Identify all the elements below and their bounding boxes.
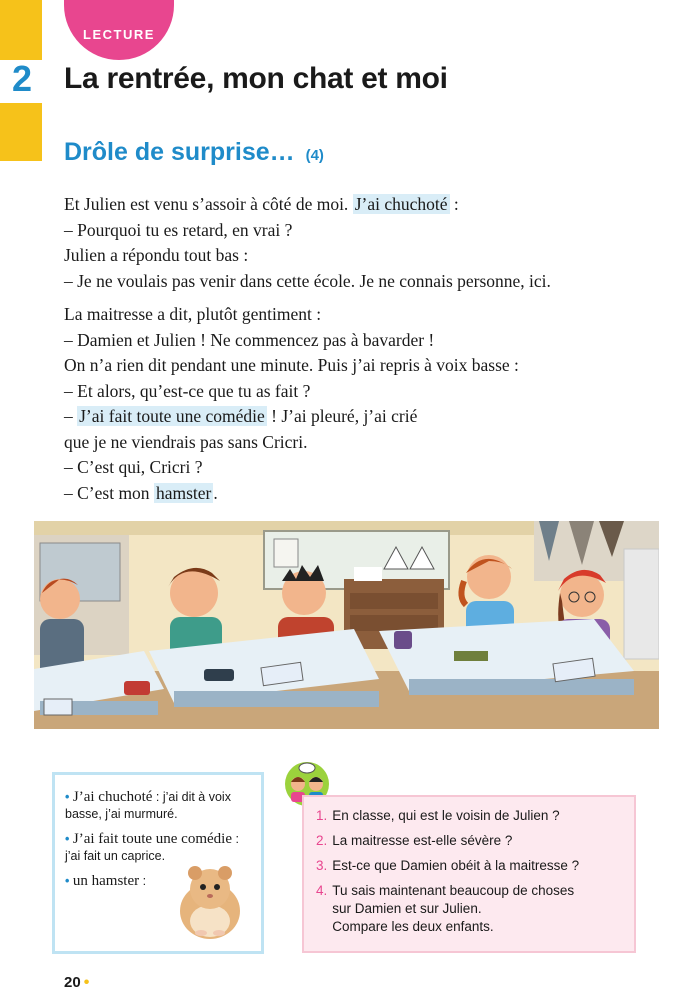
vocab-term: J’ai fait toute une comédie: [72, 831, 232, 847]
vocab-definition: :: [139, 874, 147, 888]
section-title-text: Drôle de surprise…: [64, 138, 295, 166]
section-part: (4): [305, 147, 324, 164]
vocabulary-box: [52, 772, 264, 954]
story-text-segment: :: [449, 194, 459, 214]
question-text: Tu sais maintenant beaucoup de choses sur Damien et sur Julien. Compare les deux enfants.: [332, 883, 575, 934]
story-line: [64, 192, 654, 218]
story-line: [64, 269, 654, 295]
section-title: [64, 138, 324, 167]
vocab-term: J’ai chuchoté: [72, 789, 153, 805]
question-text: Est-ce que Damien obéit à la maitresse ?: [332, 858, 580, 873]
story-text-segment: – Damien et Julien ! Ne commencez pas à bavarder !: [64, 329, 435, 350]
vocab-definition: : j’ai dit à voix basse, j’ai murmuré.: [65, 790, 231, 821]
story-text-segment: .: [213, 482, 218, 503]
classroom-illustration: [34, 521, 659, 729]
story-text-segment: –: [64, 406, 78, 426]
story-line: [64, 455, 654, 481]
story-text-segment: On n’a rien dit pendant une minute. Puis j’ai repris à voix basse :: [64, 355, 519, 375]
story-line: [64, 218, 654, 244]
story-line: [64, 353, 654, 379]
story-text-segment: ! J’ai pleuré, j’ai crié: [266, 406, 418, 426]
question-item: [316, 882, 624, 936]
question-text: La maitresse est-elle sévère ?: [332, 833, 513, 848]
story-text: [64, 192, 654, 506]
page-number-value: 20: [64, 974, 81, 991]
section-label-tab: LECTURE: [64, 0, 174, 60]
story-text-segment: – C’est mon: [64, 482, 154, 503]
question-number: 2.: [316, 833, 328, 848]
question-item: [316, 832, 624, 850]
story-line: [64, 302, 654, 328]
question-item: [316, 857, 624, 875]
story-line: [64, 404, 654, 430]
lesson-number: 2: [12, 58, 33, 99]
vocab-highlight: J’ai fait toute une comédie: [79, 406, 265, 426]
paragraph-gap: [64, 294, 654, 302]
story-line: [64, 328, 654, 354]
questions-box: [302, 795, 636, 953]
vocab-item: [65, 789, 251, 823]
question-number: 4.: [316, 883, 328, 898]
vocab-definition: : j’ai fait un caprice.: [65, 832, 239, 863]
story-line: [64, 243, 654, 269]
page-title: La rentrée, mon chat et moi: [64, 62, 448, 95]
question-item: [316, 807, 624, 825]
hamster-icon: [175, 859, 245, 941]
question-number: 1.: [316, 808, 328, 823]
story-text-segment: La maitresse a dit, plutôt gentiment :: [64, 304, 322, 324]
question-number: 3.: [316, 858, 328, 873]
page-dot-icon: •: [83, 974, 90, 991]
yellow-margin-bar-bottom: [0, 103, 42, 161]
vocab-term: un hamster: [72, 873, 140, 889]
story-text-segment: Et Julien est venu s’assoir à côté de moi.: [64, 194, 353, 214]
story-line: [64, 430, 654, 456]
story-text-segment: – Je ne voulais pas venir dans cette école. Je ne connais personne, ici.: [64, 270, 551, 291]
bullet-icon: •: [65, 832, 70, 846]
story-text-segment: – Pourquoi tu es retard, en vrai ?: [64, 219, 293, 240]
bullet-icon: •: [65, 790, 70, 804]
vocab-highlight: hamster: [155, 482, 212, 503]
question-text: En classe, qui est le voisin de Julien ?: [332, 808, 560, 823]
page-number: [64, 974, 89, 992]
story-text-segment: – Et alors, qu’est-ce que tu as fait ?: [64, 380, 311, 401]
story-line: [64, 481, 654, 507]
bullet-icon: •: [65, 874, 70, 888]
story-text-segment: Julien a répondu tout bas :: [64, 245, 249, 265]
story-line: [64, 379, 654, 405]
story-text-segment: – C’est qui, Cricri ?: [64, 457, 203, 477]
yellow-margin-bar-top: [0, 0, 42, 60]
vocab-highlight: J’ai chuchoté: [354, 194, 448, 214]
story-text-segment: que je ne viendrais pas sans Cricri.: [64, 431, 308, 452]
